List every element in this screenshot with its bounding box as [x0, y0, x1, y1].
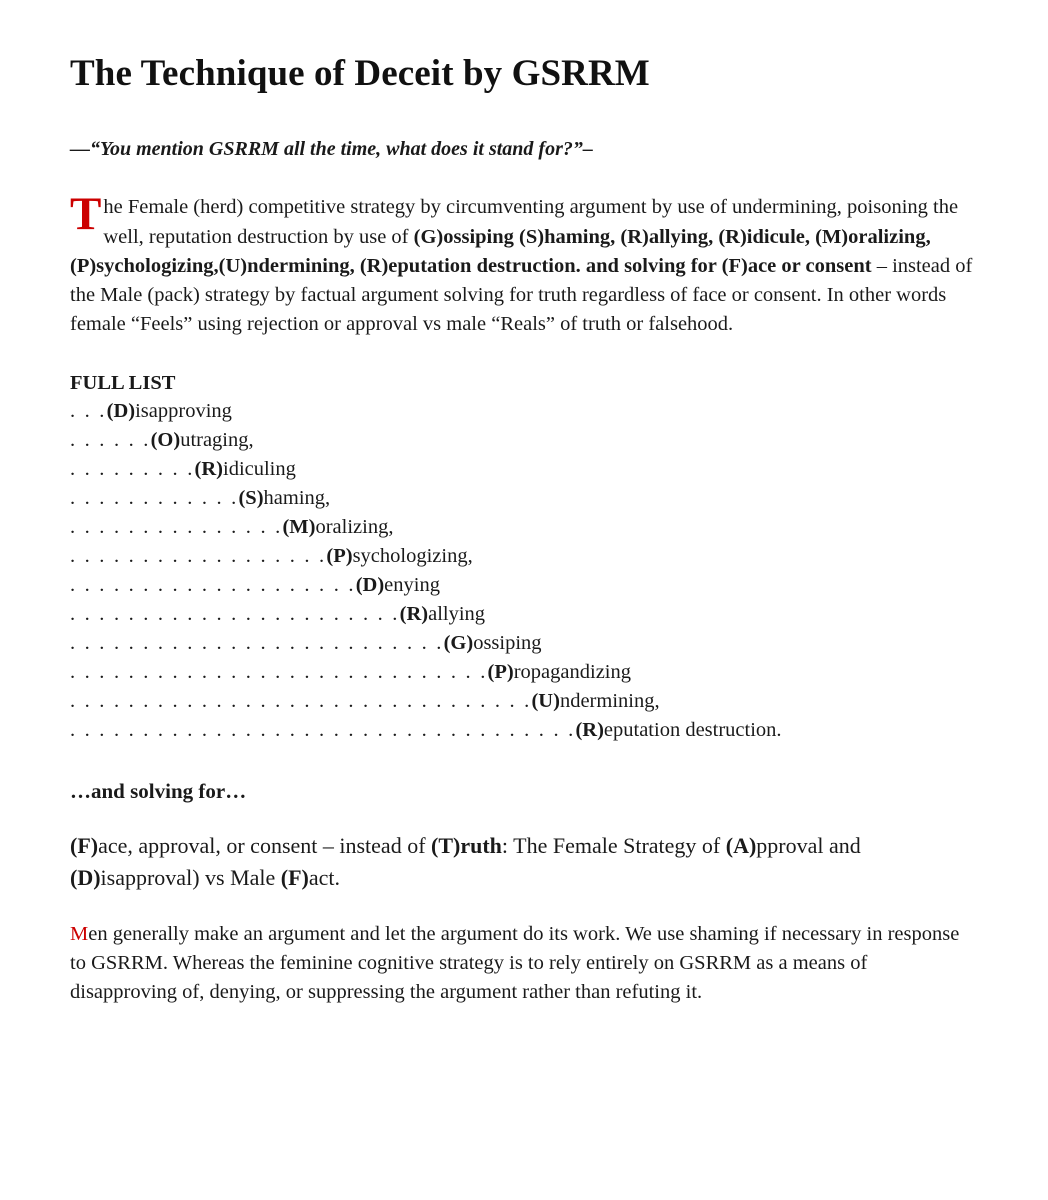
- list-item: [70, 600, 978, 629]
- list-item-letter: (O): [150, 428, 181, 451]
- list-item: [70, 542, 978, 571]
- leader-dots: . . . . . . . . . . . . . . . . . .: [70, 544, 327, 567]
- list-item-letter: (P): [326, 544, 353, 567]
- list-item: [70, 455, 978, 484]
- solving-text-2: : The Female Strategy of: [501, 832, 726, 858]
- list-item-text: idiculing: [223, 457, 296, 480]
- lede-paragraph: [70, 188, 978, 339]
- lede-part-one: he Female (herd) competitive strategy by circumventing argument by use of undermining, poisoning the well, reputation destruction by use of: [103, 196, 959, 248]
- leader-dots: . . . . . . . . . . . . . . . . . . . . . . . . . . . . . . . . . . .: [70, 718, 576, 741]
- solving-disapproval-letter: (D): [70, 864, 101, 890]
- list-item-text: allying: [428, 602, 486, 625]
- list-item-text: ndermining,: [559, 689, 660, 712]
- list-item-letter: (D): [106, 399, 136, 422]
- page-title: The Technique of Deceit by GSRRM: [70, 53, 650, 94]
- full-list: [70, 397, 978, 745]
- solving-text-4: isapproval) vs Male: [100, 864, 281, 890]
- leader-dots: . . . . . . . . . . . . . . . . . . . . . . . . . . . . .: [70, 660, 488, 683]
- document-subtitle: —“You mention GSRRM all the time, what does it stand for?”–: [70, 138, 593, 161]
- leader-dots: . . . . . . . . . . . . . . . . . . . . . . . . . . . . . . . .: [70, 689, 532, 712]
- list-item-text: eputation destruction.: [603, 718, 782, 741]
- list-item-text: sychologizing,: [352, 544, 473, 567]
- list-item-letter: (G): [443, 631, 474, 654]
- list-item-letter: (U): [531, 689, 560, 712]
- list-item-text: ossiping: [473, 631, 542, 654]
- list-item-text: utraging,: [180, 428, 254, 451]
- leader-dots: . . . . . . . . . . . .: [70, 486, 239, 509]
- list-item: [70, 629, 978, 658]
- list-item-text: enying: [384, 573, 440, 596]
- list-item: [70, 687, 978, 716]
- closing-text: en generally make an argument and let the argument do its work. We use shaming if necessary in response to GSRRM. Whereas the feminine cognitive strategy is to rely entirely on GSRRM as a means of disapproving of, denying, or suppressing the argument rather than refuting it.: [70, 922, 960, 1004]
- list-item: [70, 397, 978, 426]
- list-item: [70, 571, 978, 600]
- leader-dots: . . . . . . . . .: [70, 457, 195, 480]
- list-item: [70, 513, 978, 542]
- leader-dots: . . . . . . . . . . . . . . . . . . . .: [70, 573, 356, 596]
- closing-initial: M: [70, 922, 89, 945]
- solving-text-3: pproval and: [756, 832, 861, 858]
- closing-paragraph: [70, 920, 978, 1008]
- solving-text-5: act.: [308, 864, 341, 890]
- list-item-letter: (D): [355, 573, 385, 596]
- leader-dots: . . . . . . . . . . . . . . . . . . . . . . . . . .: [70, 631, 444, 654]
- list-item-letter: (P): [487, 660, 514, 683]
- solving-paragraph: [70, 830, 978, 894]
- solving-heading: …and solving for…: [70, 778, 247, 803]
- leader-dots: . . . . . .: [70, 428, 151, 451]
- leader-dots: . . . . . . . . . . . . . . . . . . . . . . .: [70, 602, 400, 625]
- list-item-letter: (R): [194, 457, 223, 480]
- solving-approval-letter: (A): [725, 832, 757, 858]
- list-item-text: isapproving: [135, 399, 232, 422]
- list-item-text: oralizing,: [315, 515, 394, 538]
- leader-dots: . . .: [70, 399, 107, 422]
- list-item-letter: (M): [282, 515, 316, 538]
- list-item: [70, 426, 978, 455]
- drop-cap: T: [70, 188, 102, 241]
- solving-face-letter: (F): [70, 832, 99, 858]
- list-item-letter: (S): [238, 486, 264, 509]
- list-item-text: ropagandizing: [513, 660, 631, 683]
- full-list-heading: FULL LIST: [70, 371, 176, 394]
- solving-fact-letter: (F): [280, 864, 309, 890]
- list-item-letter: (R): [399, 602, 429, 625]
- lede-bold-run: (G)ossiping (S)haming, (R)allying, (R)idicule, (M)oralizing, (P)sychologizing,(U)ndermining, (R)eputation destruction. and solving for (F)ace or consent: [70, 225, 931, 277]
- solving-truth: (T)ruth: [431, 832, 502, 858]
- solving-text-1: ace, approval, or consent – instead of: [98, 832, 432, 858]
- list-item: [70, 716, 978, 745]
- list-item-letter: (R): [575, 718, 604, 741]
- list-item: [70, 658, 978, 687]
- leader-dots: . . . . . . . . . . . . . . .: [70, 515, 283, 538]
- list-item: [70, 484, 978, 513]
- lede-part-two: – instead of the Male (pack) strategy by factual argument solving for truth regardless of face or consent. In other words female “Feels” using rejection or approval vs male “Reals” of truth or falsehood.: [70, 254, 973, 335]
- list-item-text: haming,: [263, 486, 331, 509]
